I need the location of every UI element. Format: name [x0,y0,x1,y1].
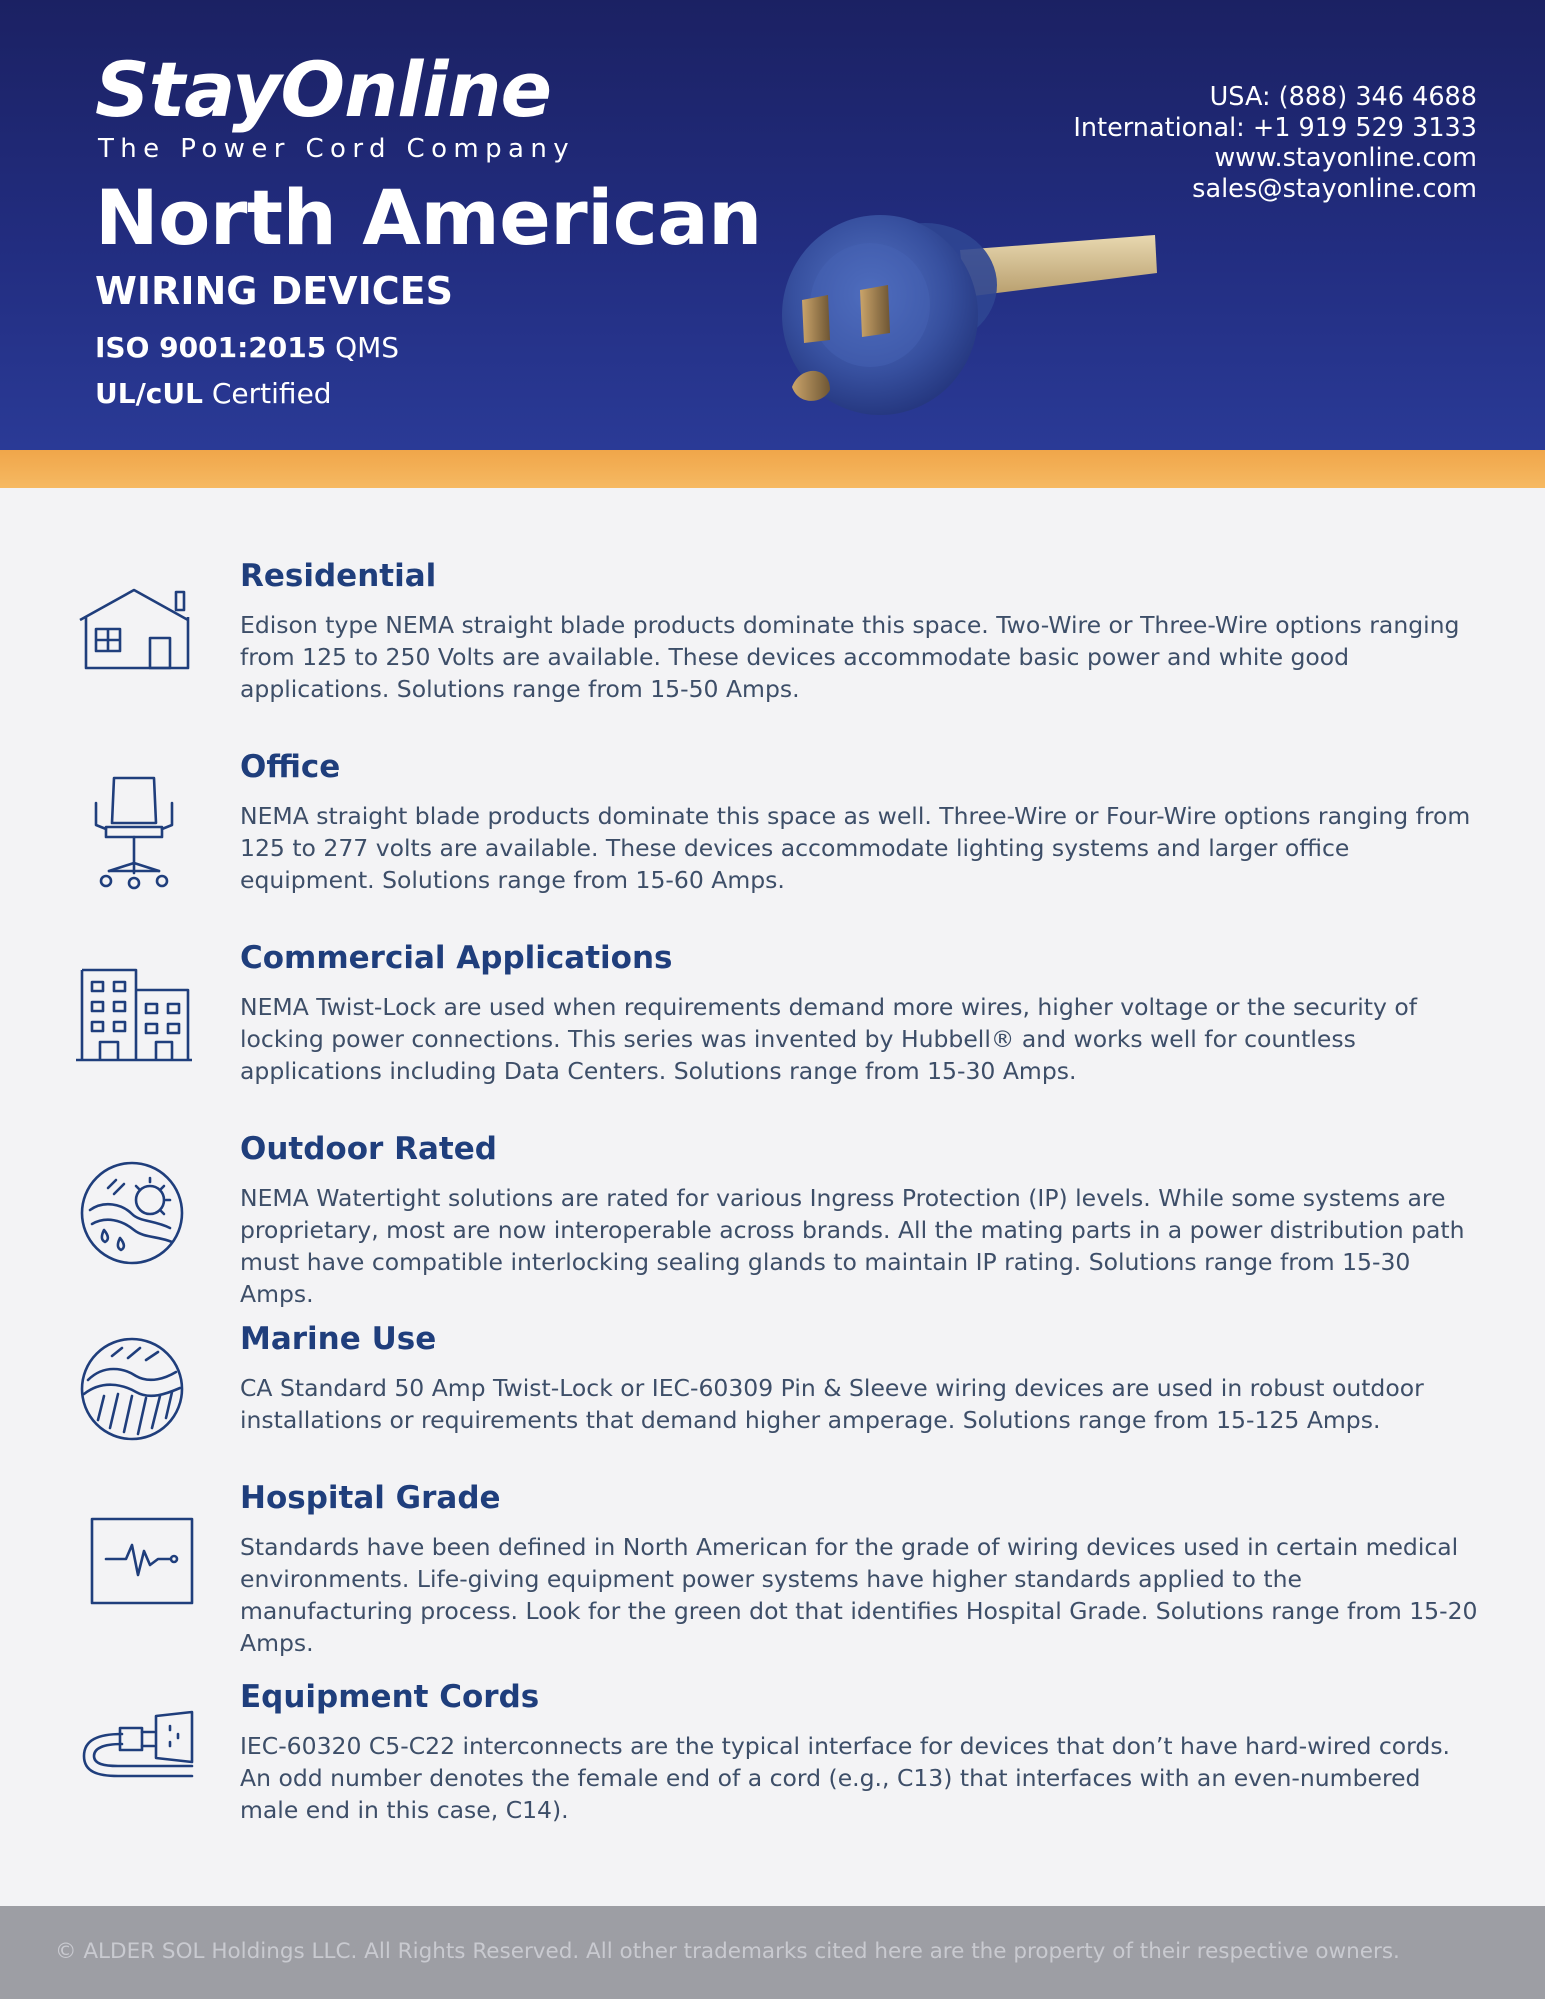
accent-divider [0,450,1545,488]
section-marine [0,1321,1545,1484]
section-title: Hospital Grade [240,1480,501,1516]
section-residential [0,558,1545,721]
section-equipment-cords [0,1679,1545,1842]
office-chair-icon [74,773,194,891]
contact-info [1073,82,1477,204]
logo-tagline: The Power Cord Company [98,134,576,164]
section-description: Edison type NEMA straight blade products dominate this space. Two-Wire or Three-Wire options ranging from 125 to 250 Volts are available. These devices accommodate basic power and white good applications. Solutions range from 15-50 Amps. [240,611,1460,703]
copyright-text: © ALDER SOL Holdings LLC. All Rights Reserved. All other trademarks cited here are the property of their respective owners. [55,1939,1400,1964]
building-icon [74,966,194,1064]
section-title: Commercial Applications [240,940,673,976]
section-description: CA Standard 50 Amp Twist-Lock or IEC-60309 Pin & Sleeve wiring devices are used in robust outdoor installations or requirements that demand higher amperage. Solutions range from 15-125 Amps. [240,1374,1424,1434]
page-title: North American [95,173,762,262]
section-title: Office [240,749,341,785]
usa-phone[interactable]: USA: (888) 346 4688 [1209,82,1477,112]
section-office [0,749,1545,912]
section-description: NEMA Twist-Lock are used when requirements demand more wires, higher voltage or the security of locking power connections. This series was invented by Hubbell® and works well for countless applications including Data Centers. Solutions range from 15-30 Amps. [240,993,1417,1085]
section-title: Residential [240,558,437,594]
website-link[interactable]: www.stayonline.com [1214,143,1477,173]
power-cord-icon [74,1704,198,1792]
section-title: Marine Use [240,1321,437,1357]
rain-icon [74,1334,190,1444]
page-subtitle: WIRING DEVICES [95,269,453,313]
company-logo: StayOnline [95,45,552,134]
weather-icon [74,1158,190,1268]
header-banner [0,0,1545,450]
section-commercial [0,940,1545,1103]
section-description: Standards have been defined in North American for the grade of wiring devices used in certain medical environments. Life-giving equipment power systems have higher standards applied to the manufacturing process. Look for the green dot that identifies Hospital Grade. Solutions range from 15-20 Amps. [240,1533,1478,1657]
ul-certification: UL/cUL Certified [95,377,332,410]
iso-certification: ISO 9001:2015 QMS [95,331,400,364]
heart-monitor-icon [74,1515,194,1611]
house-icon [74,584,194,674]
footer [0,1906,1545,1999]
email-link[interactable]: sales@stayonline.com [1192,173,1477,204]
section-title: Equipment Cords [240,1679,540,1715]
section-title: Outdoor Rated [240,1131,497,1167]
section-description: NEMA Watertight solutions are rated for various Ingress Protection (IP) levels. While some systems are proprietary, most are now interoperable across brands. All the mating parts in a power distribution path must have compatible interlocking sealing glands to maintain IP rating. Solutions range from 15-30 Amps. [240,1184,1465,1308]
section-hospital [0,1480,1545,1657]
section-description: NEMA straight blade products dominate this space as well. Three-Wire or Four-Wire options ranging from 125 to 277 volts are available. These devices accommodate lighting systems and larger office equipment. Solutions range from 15-60 Amps. [240,802,1471,894]
section-description: IEC-60320 C5-C22 interconnects are the typical interface for devices that don’t have hard-wired cords. An odd number denotes the female end of a cord (e.g., C13) that interfaces with an even-numbered male end in this case, C14). [240,1732,1451,1824]
power-plug-image [760,205,1180,425]
international-phone[interactable]: International: +1 919 529 3133 [1073,112,1477,143]
section-outdoor [0,1131,1545,1308]
